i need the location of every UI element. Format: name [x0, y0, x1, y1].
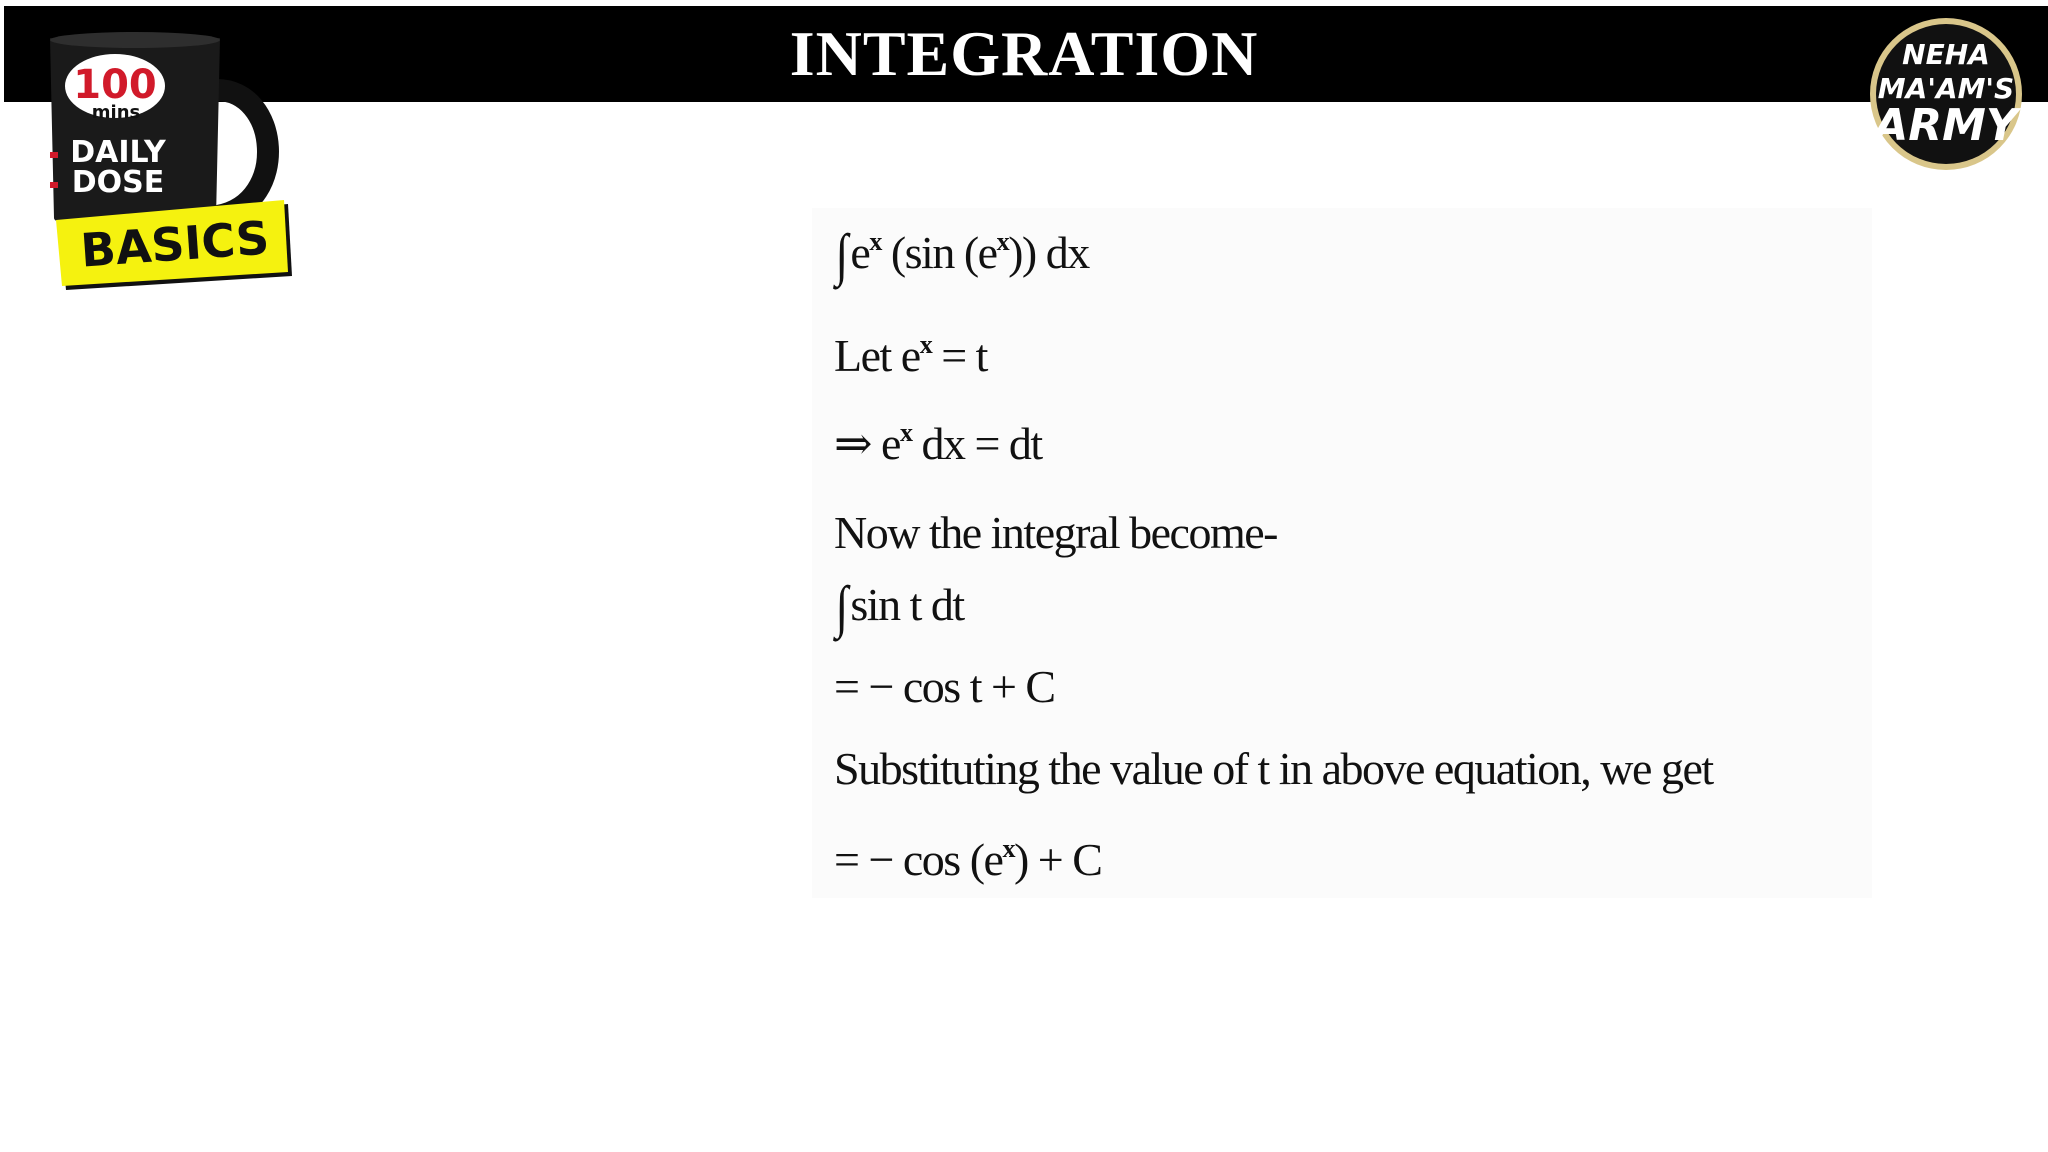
- page-title: INTEGRATION: [789, 18, 1259, 89]
- army-badge: [1868, 16, 2024, 172]
- badge-line2: MA'AM'S: [1877, 72, 2015, 105]
- now-text: Now the integral become-: [834, 507, 1277, 558]
- result-line: = − cos t + C: [834, 661, 1055, 712]
- badge-line1: NEHA: [1902, 38, 1990, 71]
- logo-unit: mins: [91, 102, 141, 123]
- daily-dose-logo: [40, 28, 300, 308]
- solution-panel: [812, 208, 1872, 898]
- substituting-text: Substituting the value of t in above equation, we get: [834, 743, 1713, 794]
- logo-number: 100: [73, 62, 157, 108]
- final-answer-line: = − $\cos (e^x) + C$: [834, 834, 1102, 885]
- problem-line: $\int e^x$ (sin $(e^x)$) dx: [835, 222, 1089, 287]
- substitution-line: Let $e^x = t$: [834, 330, 987, 381]
- logo-line1: DAILY: [70, 135, 166, 170]
- new-integral-line: ∫sin t dt: [835, 574, 964, 639]
- logo-ribbon: BASICS: [78, 210, 271, 278]
- integral-symbol: ∫: [835, 222, 847, 287]
- badge-line3: ARMY: [1874, 100, 2018, 151]
- integral-symbol: ∫: [835, 574, 847, 639]
- differential-line: ⇒ $e^x$ dx = dt: [834, 418, 1042, 469]
- logo-line2: DOSE: [71, 165, 165, 200]
